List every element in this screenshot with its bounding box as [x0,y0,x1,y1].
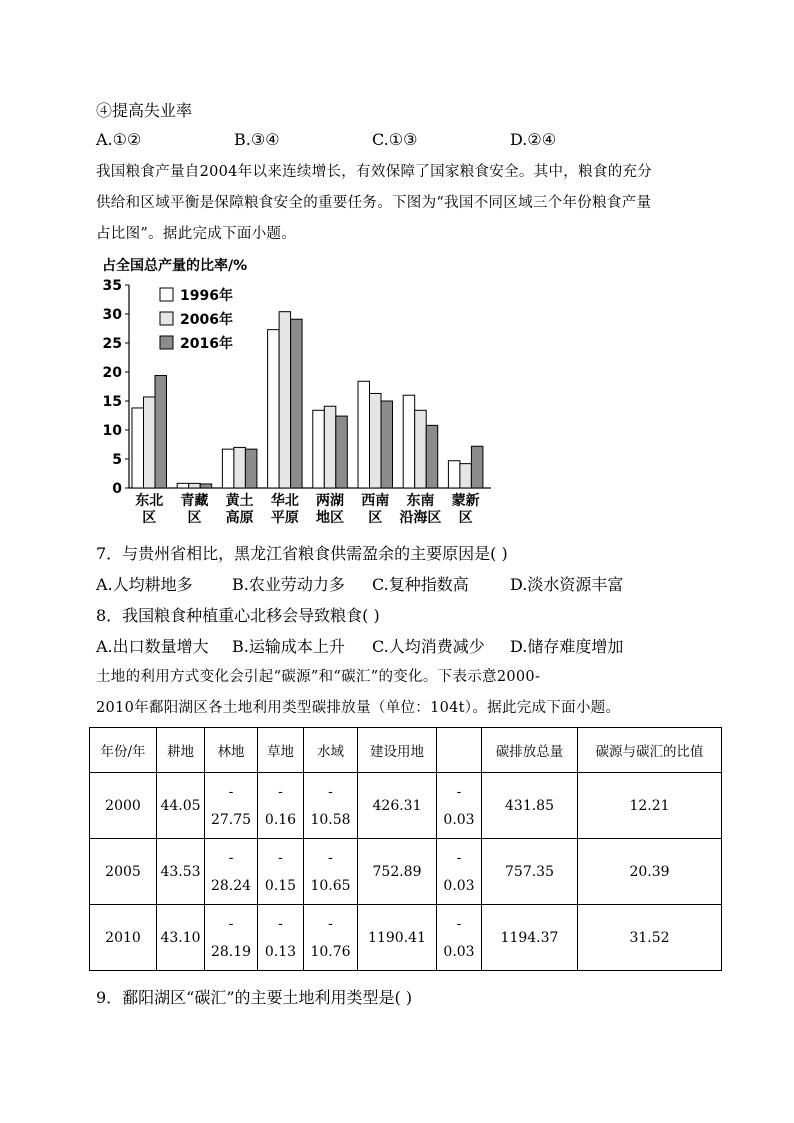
bar [177,483,189,488]
bar [144,397,156,488]
x-tick-label: 两湖 [316,493,345,509]
intro1-line-1: 我国粮食产量自2004年以来连续增长，有效保障了国家粮食安全。其中，粮食的充分 [96,164,653,180]
bar [268,330,280,488]
cell-construction: 1190.41 [358,905,437,971]
cell-grassland [258,839,304,905]
header-construction: 建设用地 [358,728,437,773]
q7-option-b[interactable]: B.农业劳动力多 [232,575,345,594]
bar [448,461,460,488]
bar [313,410,325,488]
bar [358,381,370,488]
intro1-line-3: 占比图”。据此完成下面小题。 [96,226,297,242]
table-row [90,839,722,905]
cell-year: 2005 [90,839,157,905]
bar [291,319,303,488]
cell-value: 0.03 [443,877,475,894]
header-blank [437,728,482,773]
q7-option-c[interactable]: C.复种指数高 [372,575,469,594]
cell-water [304,839,358,905]
x-tick-label: 平原 [270,510,299,526]
cell-value: 28.19 [210,943,252,960]
bar [324,406,336,488]
cell-sign: - [328,849,333,866]
cell-sign: - [278,849,283,866]
cell-water [304,773,358,839]
y-tick-label: 0 [112,481,122,497]
q7-stem: 7．与贵州省相比，黑龙江省粮食供需盈余的主要原因是( ) [96,544,508,563]
cell-sign: - [456,915,462,932]
cell-farmland: 43.53 [157,839,205,905]
q7-option-a[interactable]: A.人均耕地多 [96,575,193,594]
cell-farmland: 43.10 [157,905,205,971]
cell-value: 10.76 [310,943,351,960]
legend-label: 2016年 [180,336,233,352]
x-tick-label: 华北 [270,493,299,509]
cell-value: 0.16 [264,811,297,828]
cell-value: 10.65 [310,877,351,894]
q7-option-d[interactable]: D.淡水资源丰富 [510,575,624,594]
cell-value: 10.58 [310,811,351,828]
y-tick-label: 10 [102,423,122,439]
bar [189,483,201,488]
q8-option-b[interactable]: B.运输成本上升 [232,637,345,656]
q6-option-c[interactable]: C.①③ [372,130,418,149]
legend-swatch [160,288,173,301]
y-tick-label: 15 [102,394,122,410]
bar [460,464,472,488]
bar [200,484,212,488]
cell-sign: - [228,849,234,866]
bar [336,416,348,488]
legend-label: 1996年 [180,288,233,304]
bar [155,375,167,488]
x-tick-label: 黄土 [225,493,254,509]
y-tick-label: 35 [102,278,122,294]
cell-year: 2010 [90,905,157,971]
header-grassland: 草地 [258,728,304,773]
cell-sign: - [228,783,234,800]
cell-ratio: 12.21 [578,773,722,839]
cell-value: 0.03 [443,943,475,960]
bar [381,401,393,488]
cell-water [304,905,358,971]
q6-option-d[interactable]: D.②④ [510,130,557,149]
cell-total: 431.85 [482,773,578,839]
bar [245,449,257,488]
cell-grassland [258,773,304,839]
q8-option-d[interactable]: D.储存难度增加 [510,637,624,656]
x-tick-label: 区 [187,510,202,526]
grain-production-bar-chart [92,254,512,529]
cell-ratio: 31.52 [578,905,722,971]
cell-grassland [258,905,304,971]
bar [222,449,234,488]
intro2-line-1: 土地的利用方式变化会引起“碳源”和“碳汇”的变化。下表示意2000- [96,669,541,685]
x-tick-label: 区 [458,510,473,526]
table-row [90,905,722,971]
legend-label: 2006年 [180,312,233,328]
table-header-row [90,728,722,773]
q6-option-item-4: ④提高失业率 [96,101,193,120]
q6-option-a[interactable]: A.①② [96,130,142,149]
cell-other [437,773,482,839]
cell-sign: - [328,915,333,932]
cell-sign: - [456,849,462,866]
cell-sign: - [328,783,333,800]
cell-forest [205,839,258,905]
chart-title: 占全国总产量的比率/% [102,258,248,274]
header-ratio: 碳源与碳汇的比值 [578,728,722,773]
header-water: 水域 [304,728,358,773]
header-forest: 林地 [205,728,258,773]
header-farmland: 耕地 [157,728,205,773]
cell-sign: - [456,783,462,800]
bar [403,395,415,488]
cell-farmland: 44.05 [157,773,205,839]
x-tick-label: 区 [142,510,157,526]
x-tick-label: 高原 [225,510,254,526]
cell-forest [205,905,258,971]
y-tick-label: 20 [102,365,122,381]
cell-value: 28.24 [210,877,252,894]
x-tick-label: 东南 [406,493,435,509]
intro1-line-2: 供给和区域平衡是保障粮食安全的重要任务。下图为“我国不同区域三个年份粮食产量 [96,195,652,211]
bar [279,312,291,488]
cell-construction: 752.89 [358,839,437,905]
cell-construction: 426.31 [358,773,437,839]
cell-value: 0.15 [264,877,297,894]
cell-year: 2000 [90,773,157,839]
y-tick-label: 25 [102,336,122,352]
cell-sign: - [278,783,283,800]
legend-swatch [160,336,173,349]
cell-value: 27.75 [210,811,252,828]
q8-stem: 8．我国粮食种植重心北移会导致粮食( ) [96,606,380,625]
cell-value: 0.13 [264,943,297,960]
cell-other [437,905,482,971]
bar [132,408,144,488]
x-tick-label: 沿海区 [399,510,442,526]
cell-other [437,839,482,905]
q8-option-a[interactable]: A.出口数量增大 [96,637,209,656]
x-tick-label: 区 [368,510,383,526]
cell-forest [205,773,258,839]
header-year: 年份/年 [90,728,157,773]
intro2-line-2: 2010年鄱阳湖区各土地利用类型碳排放量（单位：104t）。据此完成下面小题。 [96,700,621,716]
bar [370,393,382,488]
x-tick-label: 青藏 [180,493,209,509]
cell-value: 0.03 [443,811,475,828]
bar [471,446,483,488]
q8-option-c[interactable]: C.人均消费减少 [372,637,485,656]
cell-total: 757.35 [482,839,578,905]
cell-sign: - [228,915,234,932]
carbon-emission-table [89,727,722,971]
x-tick-label: 东北 [135,493,164,509]
x-tick-label: 西南 [361,493,390,509]
bar [426,425,438,488]
cell-ratio: 20.39 [578,839,722,905]
q9-stem: 9．鄱阳湖区“碳汇”的主要土地利用类型是( ) [96,988,413,1007]
x-tick-label: 蒙新 [451,493,480,509]
bar [234,447,246,488]
cell-total: 1194.37 [482,905,578,971]
legend-swatch [160,312,173,325]
bar [415,410,427,488]
q6-option-b[interactable]: B.③④ [234,130,280,149]
y-tick-label: 5 [112,452,122,468]
header-total: 碳排放总量 [482,728,578,773]
table-row [90,773,722,839]
cell-sign: - [278,915,283,932]
x-tick-label: 地区 [316,510,345,526]
y-tick-label: 30 [102,307,122,323]
